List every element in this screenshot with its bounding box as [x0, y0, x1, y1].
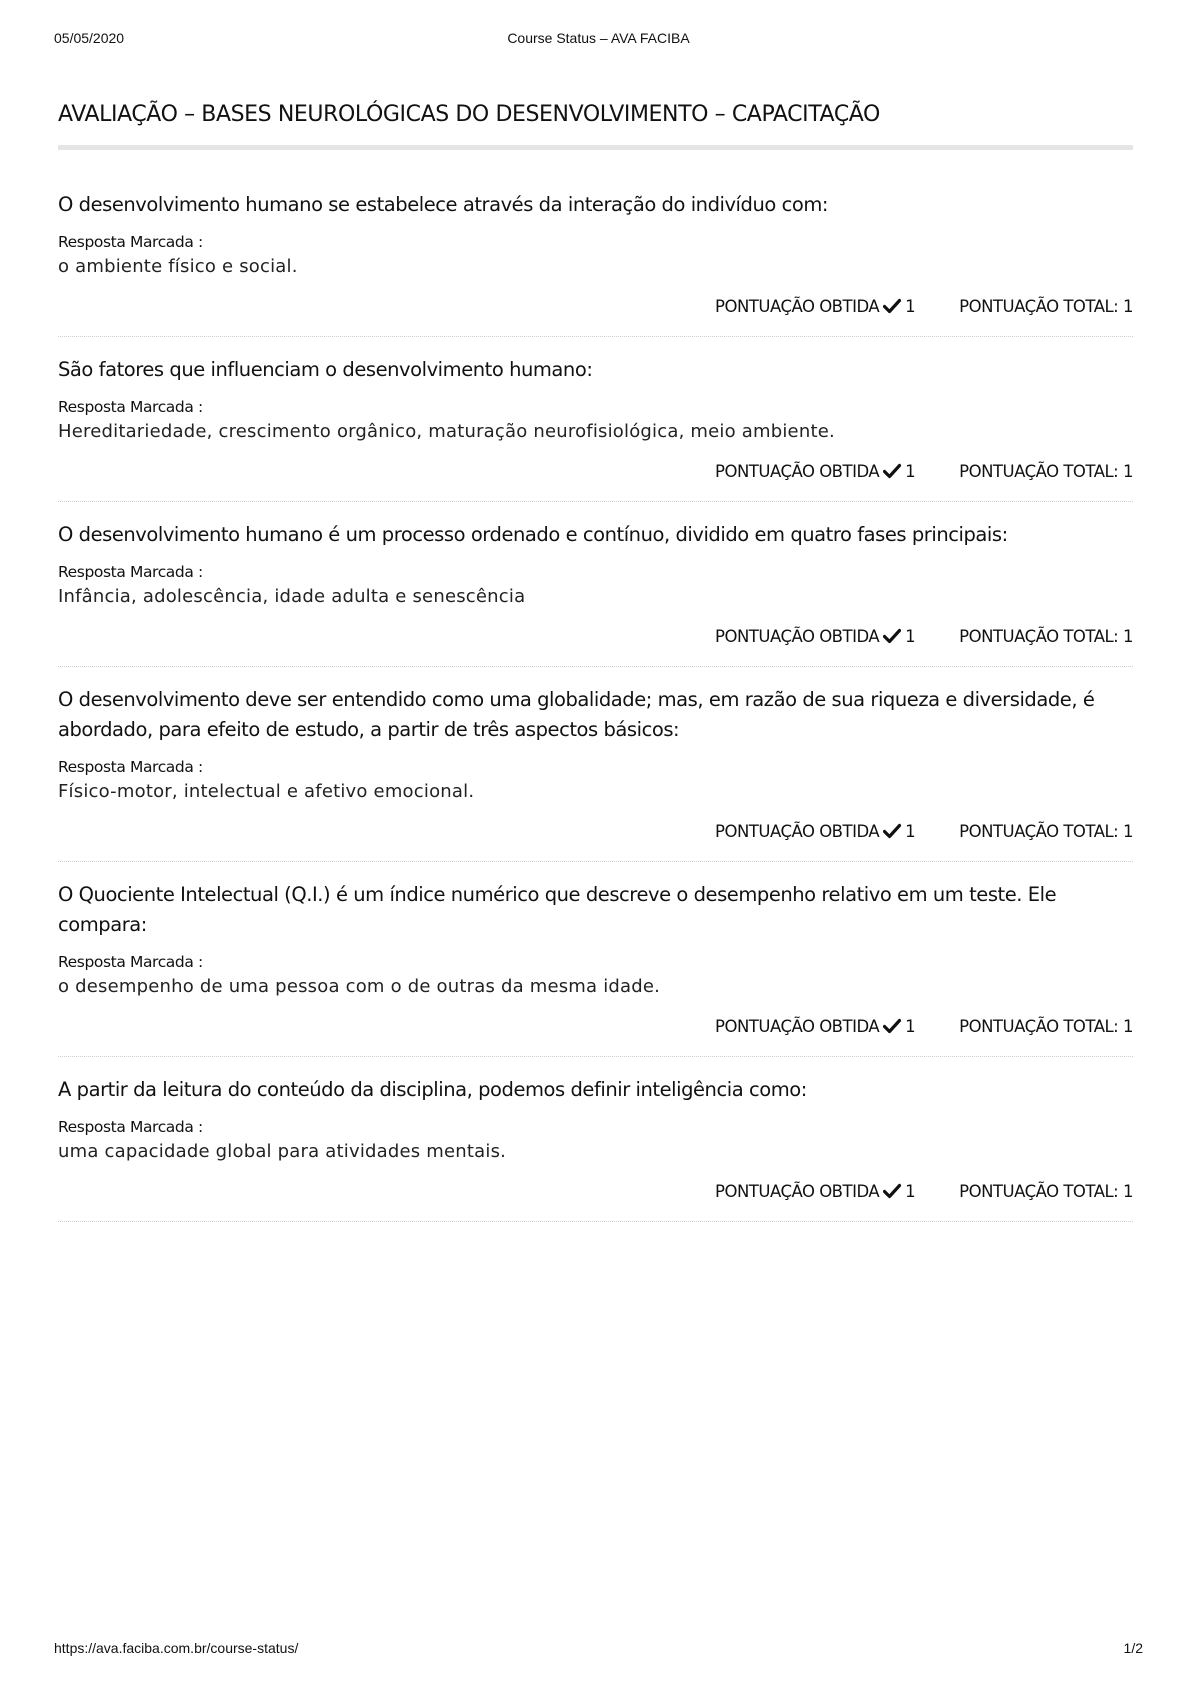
check-icon [883, 823, 901, 839]
score-obtained-value: 1 [905, 1181, 916, 1201]
score-total: PONTUAÇÃO TOTAL: 1 [959, 1181, 1133, 1201]
print-date: 05/05/2020 [54, 30, 125, 46]
check-icon [883, 298, 901, 314]
question-text: O Quociente Intelectual (Q.I.) é um índice numérico que descreve o desempenho relativo em um teste. Ele compara: [58, 883, 1057, 936]
answer-label: Resposta Marcada : [58, 1118, 203, 1136]
score-total: PONTUAÇÃO TOTAL: 1 [959, 821, 1133, 841]
answer-label: Resposta Marcada : [58, 233, 203, 251]
score-obtained-label: PONTUAÇÃO OBTIDA [715, 1016, 880, 1036]
marked-answer: o ambiente físico e social. [58, 256, 298, 277]
score-total: PONTUAÇÃO TOTAL: 1 [959, 296, 1133, 316]
score-obtained-label: PONTUAÇÃO OBTIDA [715, 821, 880, 841]
score-obtained-label: PONTUAÇÃO OBTIDA [715, 1181, 880, 1201]
answer-label: Resposta Marcada : [58, 563, 203, 581]
score-obtained [715, 822, 915, 841]
question-block [58, 520, 1133, 667]
score-obtained-value: 1 [905, 461, 916, 481]
score-obtained [715, 297, 915, 316]
print-header [54, 30, 1143, 50]
marked-answer: Físico-motor, intelectual e afetivo emocional. [58, 781, 475, 802]
score-row [58, 1014, 1133, 1038]
answer-label: Resposta Marcada : [58, 398, 203, 416]
score-total: PONTUAÇÃO TOTAL: 1 [959, 1016, 1133, 1036]
question-text: A partir da leitura do conteúdo da disciplina, podemos definir inteligência como: [58, 1078, 807, 1101]
score-row [58, 459, 1133, 483]
score-obtained-value: 1 [905, 821, 916, 841]
question-block [58, 880, 1133, 1057]
print-page-title: Course Status – AVA FACIBA [507, 30, 690, 46]
score-obtained-label: PONTUAÇÃO OBTIDA [715, 626, 880, 646]
title-divider [58, 145, 1133, 150]
score-obtained-value: 1 [905, 296, 916, 316]
question-list [58, 190, 1133, 1222]
print-footer [54, 1640, 1143, 1660]
question-text: O desenvolvimento humano se estabelece através da interação do indivíduo com: [58, 193, 829, 216]
marked-answer: Hereditariedade, crescimento orgânico, maturação neurofisiológica, meio ambiente. [58, 421, 835, 442]
question-text: São fatores que influenciam o desenvolvimento humano: [58, 358, 593, 381]
marked-answer: o desempenho de uma pessoa com o de outras da mesma idade. [58, 976, 661, 997]
check-icon [883, 628, 901, 644]
print-page-number: 1/2 [1123, 1640, 1143, 1656]
question-block [58, 685, 1133, 862]
score-row [58, 1179, 1133, 1203]
question-block [58, 1075, 1133, 1222]
score-row [58, 624, 1133, 648]
score-obtained-label: PONTUAÇÃO OBTIDA [715, 296, 880, 316]
score-obtained-label: PONTUAÇÃO OBTIDA [715, 461, 880, 481]
question-block [58, 190, 1133, 337]
score-obtained-value: 1 [905, 626, 916, 646]
check-icon [883, 1018, 901, 1034]
score-row [58, 294, 1133, 318]
page-title: AVALIAÇÃO – BASES NEUROLÓGICAS DO DESENVOLVIMENTO – CAPACITAÇÃO [58, 102, 880, 127]
answer-label: Resposta Marcada : [58, 953, 203, 971]
score-row [58, 819, 1133, 843]
print-url: https://ava.faciba.com.br/course-status/ [54, 1640, 299, 1656]
score-total: PONTUAÇÃO TOTAL: 1 [959, 461, 1133, 481]
check-icon [883, 463, 901, 479]
score-total: PONTUAÇÃO TOTAL: 1 [959, 626, 1133, 646]
question-text: O desenvolvimento deve ser entendido como uma globalidade; mas, em razão de sua riqueza e diversidade, é abordado, para efeito de estudo, a partir de três aspectos básicos: [58, 688, 1095, 741]
score-obtained [715, 462, 915, 481]
course-status-content [58, 100, 1133, 1240]
marked-answer: uma capacidade global para atividades mentais. [58, 1141, 507, 1162]
marked-answer: Infância, adolescência, idade adulta e senescência [58, 586, 526, 607]
question-text: O desenvolvimento humano é um processo ordenado e contínuo, dividido em quatro fases principais: [58, 523, 1008, 546]
score-obtained [715, 1182, 915, 1201]
question-block [58, 355, 1133, 502]
answer-label: Resposta Marcada : [58, 758, 203, 776]
score-obtained [715, 1017, 915, 1036]
score-obtained-value: 1 [905, 1016, 916, 1036]
check-icon [883, 1183, 901, 1199]
score-obtained [715, 627, 915, 646]
